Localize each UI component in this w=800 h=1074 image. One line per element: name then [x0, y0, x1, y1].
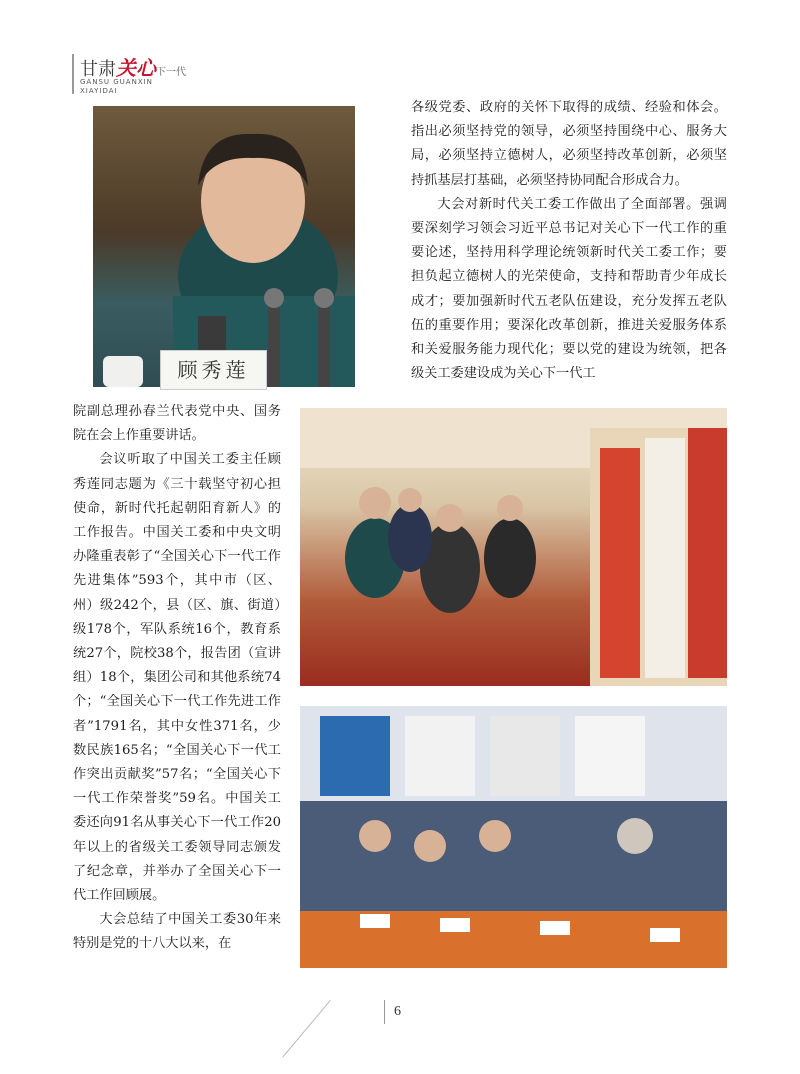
portrait-photo: [93, 106, 355, 387]
article-column-left: [73, 400, 281, 957]
magazine-subtitle: GANSU GUANXIN XIAYIDAI: [80, 78, 153, 95]
exhibition-photo: [300, 408, 727, 686]
footer-divider: [384, 1000, 385, 1024]
exhibition-illustration: [300, 408, 727, 686]
meeting-illustration: [300, 706, 727, 968]
article-column-right: [411, 96, 727, 386]
header-divider: [72, 54, 74, 94]
name-placard: 顾秀莲: [160, 350, 267, 390]
paragraph: 大会总结了中国关工委30年来特别是党的十八大以来，在: [73, 912, 281, 952]
paragraph: 会议听取了中国关工委主任顾秀莲同志题为《三十载坚守初心担使命，新时代托起朝阳育新人》的工作报告。中国关工委和中央文明办隆重表彰了“全国关心下一代工作先进集体”593个，其中市（区、州）级242个，县（区、旗、街道）级178个，军队系统16个，教育系统27个，院校38个，报告团（宣讲组）18个，集团公司和其他系统74个；“全国关心下一代工作先进工作者”1791名，其中女性371名，少数民族165名；“全国关心下一代工作突出贡献奖”57名；“全国关心下一代工作荣誉奖”59名。中国关工委还向91名从事关心下一代工作20年以上的省级关工委领导同志颁发了纪念章，并举办了全国关心下一代工作回顾展。: [73, 452, 281, 904]
page-number: 6: [394, 1004, 401, 1019]
paragraph: 各级党委、政府的关怀下取得的成绩、经验和体会。指出必须坚持党的领导，必须坚持围绕中心、服务大局，必须坚持立德树人，必须坚持改革创新，必须坚持抓基层打基础，必须坚持协同配合形成合力。: [411, 100, 727, 188]
paragraph: 大会对新时代关工委工作做出了全面部署。强调要深刻学习领会习近平总书记对关心下一代工作的重要论述，坚持用科学理论统领新时代关工委工作；要担负起立德树人的光荣使命，支持和帮助青少年成长成才；要加强新时代五老队伍建设，充分发挥五老队伍的重要作用；要深化改革创新，推进关爱服务体系和关爱服务能力现代化；要以党的建设为统领，把各级关工委建设成为关心下一代工: [411, 196, 727, 382]
paragraph: 院副总理孙春兰代表党中央、国务院在会上作重要讲话。: [73, 404, 281, 444]
footer-slash: [282, 1000, 330, 1057]
meeting-photo: [300, 706, 727, 968]
magazine-logo: 甘肃关心下一代: [80, 56, 186, 80]
portrait-illustration: [93, 106, 355, 387]
